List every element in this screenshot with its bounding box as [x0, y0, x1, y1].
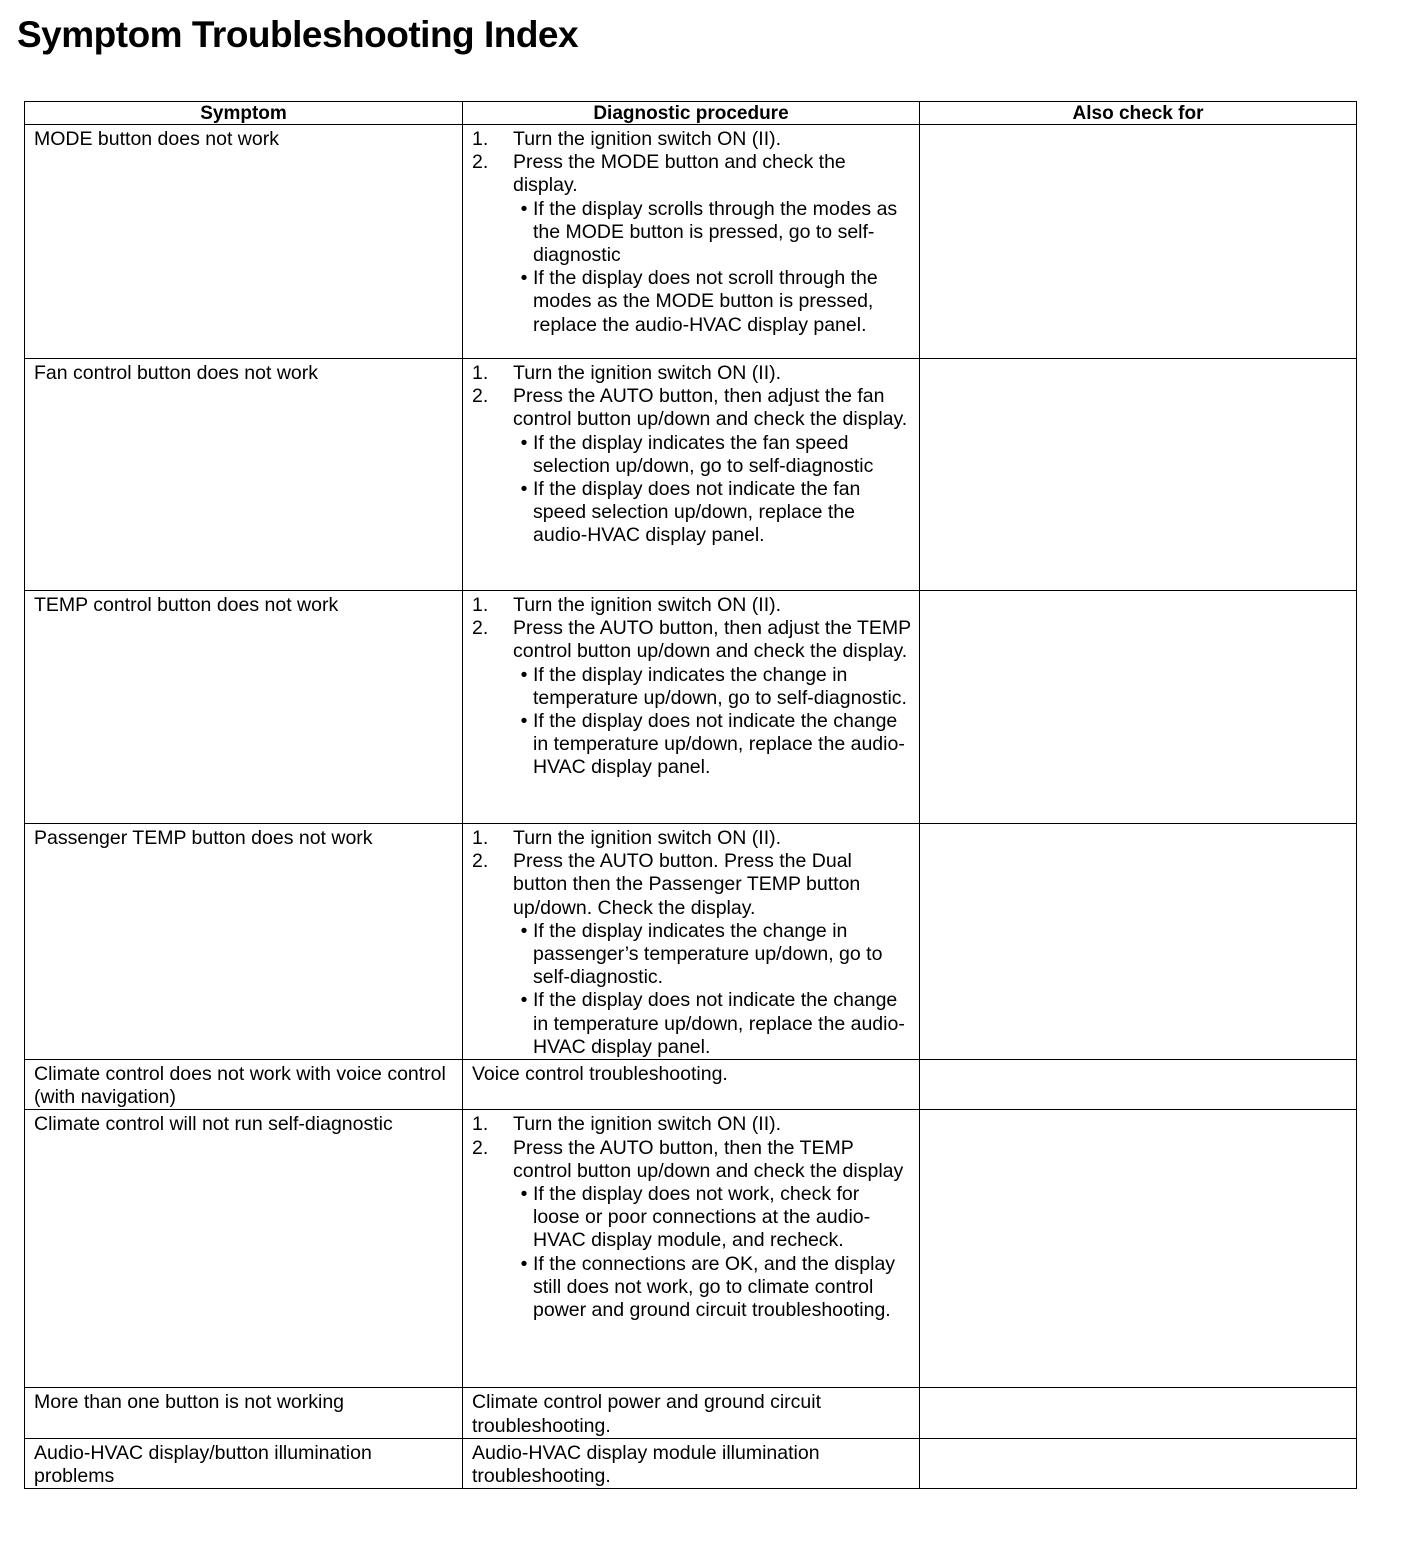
- procedure-step: 2. Press the AUTO button. Press the Dual button then the Passenger TEMP button up/down. Check the display.: [472, 850, 861, 919]
- procedure-step: 1. Turn the ignition switch ON (II).: [472, 362, 782, 384]
- bullet-icon: •: [520, 431, 528, 454]
- symptom-cell: Passenger TEMP button does not work: [25, 824, 463, 1060]
- procedure-step: 2. Press the AUTO button, then adjust the fan control button up/down and check the display.: [472, 385, 908, 431]
- procedure-bullet: • If the display does not indicate the change in temperature up/down, replace the audio-HVAC display panel.: [472, 989, 911, 1059]
- bullet-icon: •: [520, 710, 528, 733]
- symptom-table: [24, 101, 1357, 1489]
- procedure-bullet: • If the display indicates the change in passenger’s temperature up/down, go to self-diagnostic.: [472, 920, 911, 990]
- bullet-icon: •: [520, 197, 528, 220]
- table-row: [25, 1438, 1357, 1488]
- procedure-cell: Voice control troubleshooting.: [463, 1060, 920, 1110]
- bullet-icon: •: [520, 1252, 528, 1275]
- also-check-cell: [920, 824, 1357, 1060]
- procedure-cell: Audio-HVAC display module illumination troubleshooting.: [463, 1438, 920, 1488]
- procedure-bullet: • If the display does not scroll through the modes as the MODE button is pressed, replace the audio-HVAC display panel.: [472, 267, 911, 337]
- procedure-bullet: • If the display indicates the fan speed selection up/down, go to self-diagnostic: [472, 432, 911, 478]
- header-also-check-for: Also check for: [920, 102, 1357, 125]
- table-row: [25, 359, 1357, 591]
- procedure-cell: [463, 125, 920, 359]
- procedure-bullet: • If the display does not work, check for loose or poor connections at the audio-HVAC display module, and recheck.: [472, 1183, 911, 1253]
- table-header-row: [25, 102, 1357, 125]
- also-check-cell: [920, 125, 1357, 359]
- symptom-cell: Fan control button does not work: [25, 359, 463, 591]
- procedure-bullet: • If the display scrolls through the modes as the MODE button is pressed, go to self-diagnostic: [472, 198, 911, 268]
- bullet-icon: •: [520, 919, 528, 942]
- table-row: [25, 824, 1357, 1060]
- table-row: [25, 591, 1357, 824]
- bullet-icon: •: [520, 478, 528, 501]
- also-check-cell: [920, 1438, 1357, 1488]
- procedure-cell: Climate control power and ground circuit troubleshooting.: [463, 1388, 920, 1438]
- procedure-cell: [463, 359, 920, 591]
- procedure-step: 2. Press the AUTO button, then the TEMP control button up/down and check the display: [472, 1136, 904, 1182]
- procedure-step: 1. Turn the ignition switch ON (II).: [472, 827, 782, 849]
- procedure-cell: [463, 591, 920, 824]
- procedure-step: 2. Press the MODE button and check the display.: [472, 151, 846, 197]
- also-check-cell: [920, 591, 1357, 824]
- procedure-step: 1. Turn the ignition switch ON (II).: [472, 128, 782, 150]
- procedure-step: 1. Turn the ignition switch ON (II).: [472, 1113, 782, 1136]
- procedure-bullet: • If the display does not indicate the fan speed selection up/down, replace the audio-HVAC display panel.: [472, 478, 911, 548]
- symptom-cell: Audio-HVAC display/button illumination problems: [25, 1438, 463, 1488]
- procedure-bullet: • If the connections are OK, and the display still does not work, go to climate control power and ground circuit troubleshooting.: [472, 1253, 911, 1323]
- symptom-cell: MODE button does not work: [25, 125, 463, 359]
- procedure-cell: [463, 1110, 920, 1388]
- table-row: [25, 1388, 1357, 1438]
- page-title: Symptom Troubleshooting Index: [17, 14, 579, 55]
- also-check-cell: [920, 1388, 1357, 1438]
- header-diagnostic-procedure: Diagnostic procedure: [463, 102, 920, 125]
- table-row: [25, 1110, 1357, 1388]
- header-symptom: Symptom: [25, 102, 463, 125]
- table-row: [25, 1060, 1357, 1110]
- procedure-step: 1. Turn the ignition switch ON (II).: [472, 594, 782, 616]
- table-row: [25, 125, 1357, 359]
- bullet-icon: •: [520, 663, 528, 686]
- symptom-cell: Climate control does not work with voice control (with navigation): [25, 1060, 463, 1110]
- procedure-bullet: • If the display does not indicate the change in temperature up/down, replace the audio-HVAC display panel.: [472, 710, 911, 780]
- also-check-cell: [920, 359, 1357, 591]
- procedure-bullet: • If the display indicates the change in temperature up/down, go to self-diagnostic.: [472, 664, 911, 710]
- also-check-cell: [920, 1110, 1357, 1388]
- procedure-cell: [463, 824, 920, 1060]
- procedure-step: 2. Press the AUTO button, then adjust the TEMP control button up/down and check the display.: [472, 617, 911, 663]
- also-check-cell: [920, 1060, 1357, 1110]
- bullet-icon: •: [520, 267, 528, 290]
- symptom-cell: Climate control will not run self-diagnostic: [25, 1110, 463, 1388]
- symptom-cell: TEMP control button does not work: [25, 591, 463, 824]
- symptom-cell: More than one button is not working: [25, 1388, 463, 1438]
- bullet-icon: •: [520, 989, 528, 1012]
- bullet-icon: •: [520, 1183, 528, 1206]
